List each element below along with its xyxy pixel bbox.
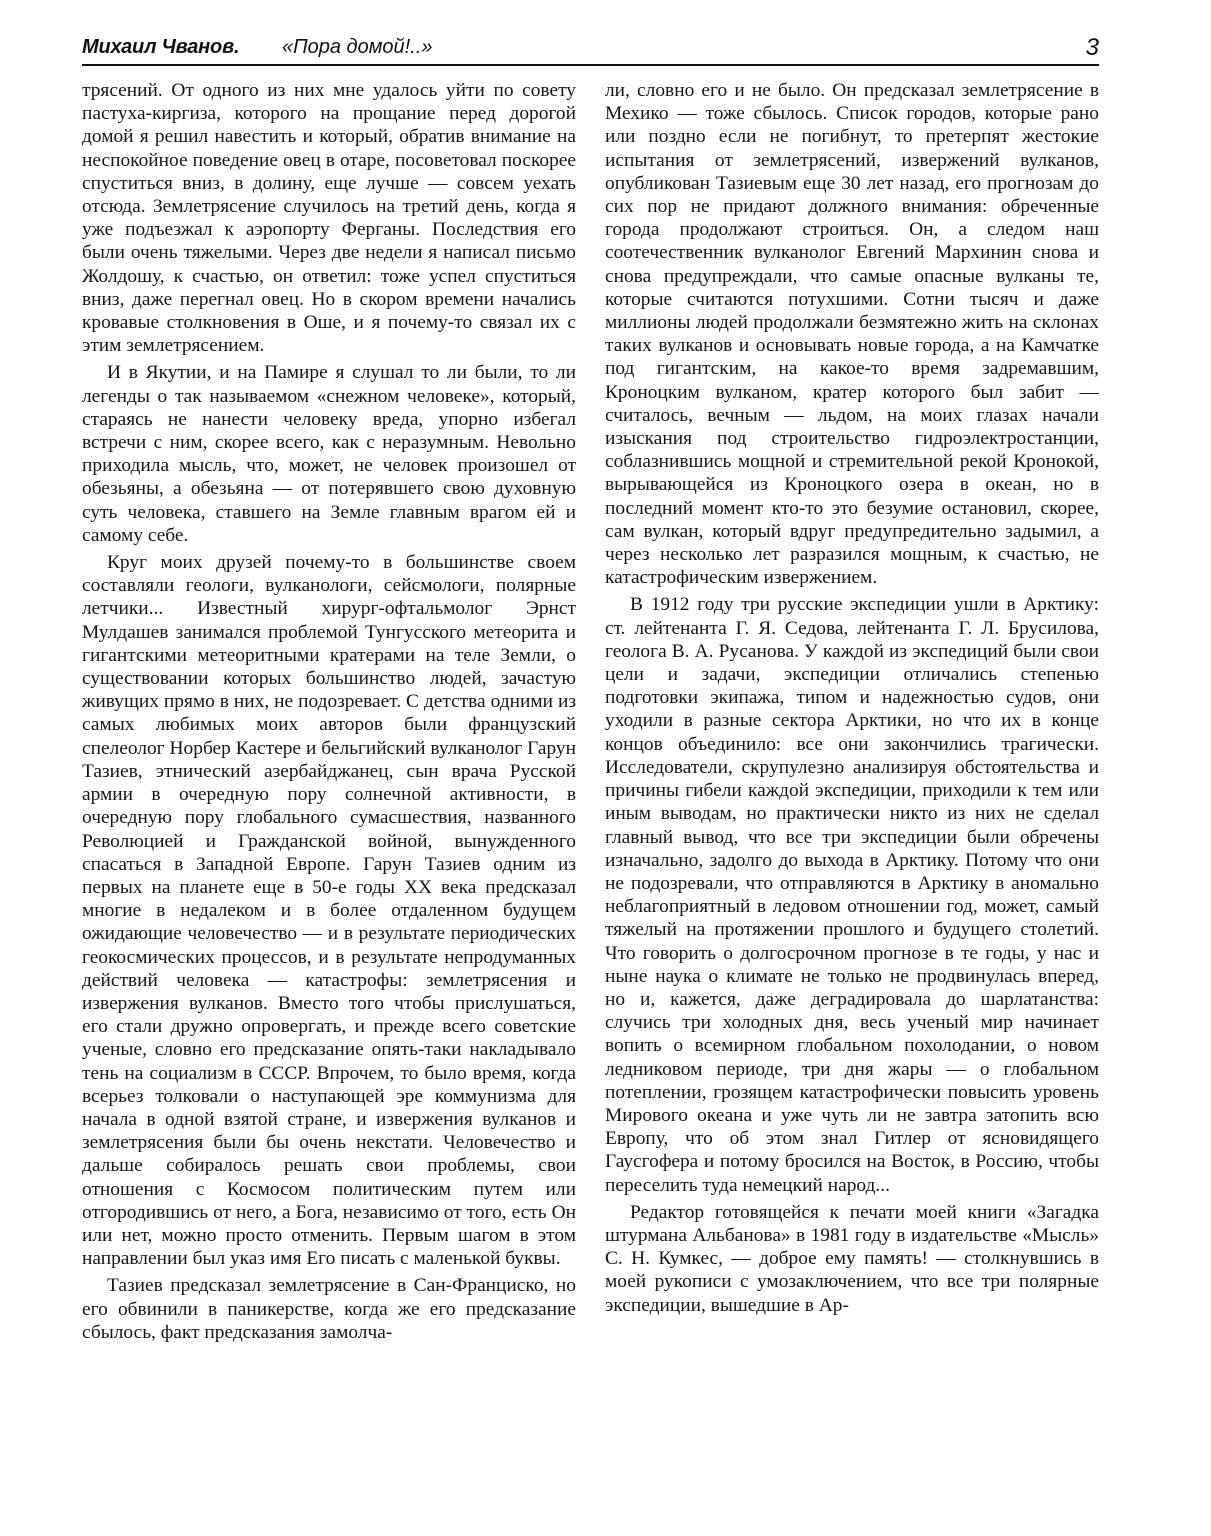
right-column (605, 79, 1099, 1321)
paragraph: трясений. От одного из них мне удалось уйти по совету пастуха-киргиза, которого на прощание перед дорогой домой я решил навестить и который, обратив внимание на неспокойное поведение овец в отаре, посоветовал поскорее спуститься вниз, в долину, еще лучше — совсем уехать отсюда. Землетрясение случилось на третий день, когда я уже подъезжал к аэропорту Ферганы. Последствия его были очень тяжелыми. Через две недели я написал письмо Жолдошу, к счастью, он ответил: тоже успел спуститься вниз, даже перегнал овец. Но в скором времени начались кровавые столкновения в Оше, и я почему-то связал их с этим землетрясением. (82, 80, 576, 357)
header-author: Михаил Чванов. (82, 36, 240, 58)
left-column (82, 79, 576, 1348)
paragraph: Редактор готовящейся к печати моей книги «Загадка штурмана Альбанова» в 1981 году в издательстве «Мысль» С. Н. Кумкес, — доброе ему память! — столкнувшись в моей рукописи с умозаключением, что все три полярные экспедиции, вышедшие в Ар- (605, 1201, 1099, 1316)
paragraph: Тазиев предсказал землетрясение в Сан-Франциско, но его обвинили в паникерстве, когда же его предсказание сбылось, факт предсказания замолча- (82, 1275, 576, 1343)
running-header (82, 34, 1099, 66)
header-title: «Пора домой!..» (282, 36, 433, 58)
paragraph: ли, словно его и не было. Он предсказал землетрясение в Мехико — тоже сбылось. Список городов, которые рано или поздно если не погибнут, то претерпят жестокие испытания от землетрясений, извержений вулканов, опубликован Тазиевым еще 30 лет назад, его прогнозам до сих пор не придают должного внимания: обреченные города продолжают строиться. Он, а следом наш соотечественник вулканолог Евгений Мархинин снова и снова предупреждали, что самые опасные вулканы те, которые считаются потухшими. Сотни тысяч и даже миллионы людей продолжали безмятежно жить на склонах таких вулканов и основывать новые города, а на Камчатке под гигантским, на какое-то время задремавшим, Кроноцким вулканом, кратер которого был забит — считалось, вечным — льдом, на моих глазах начали изыскания под строительство гидроэлектростанции, соблазнившись мощной и стремительной рекой Кронокой, вырывающейся из Кроноцкого озера в океан, но в последний момент кто-то это безумие остановил, скорее, сам вулкан, который вдруг предупредительно задымил, а через несколько лет разразился мощным, к счастью, не катастрофическим извержением. (605, 80, 1099, 589)
paragraph: И в Якутии, и на Памире я слушал то ли были, то ли легенды о так называемом «снежном человеке», который, стараясь не нанести человеку вреда, упорно избегал встречи с ним, скорее всего, как с неразумным. Невольно приходила мысль, что, может, не человек произошел от обезьяны, а обезьяна — от потерявшего свою духовную суть человека, ставшего на Земле главным врагом ей и самому себе. (82, 362, 576, 546)
paragraph: Круг моих друзей почему-то в большинстве своем составляли геологи, вулканологи, сейсмологи, полярные летчики... Известный хирург-офтальмолог Эрнст Мулдашев занимался проблемой Тунгусского метеорита и гигантскими метеоритными кратерами на теле Земли, о существовании которых большинство людей, зачастую живущих прямо в них, не подозревает. С детства одними из самых любимых моих авторов были французский спелеолог Норбер Кастере и бельгийский вулканолог Гарун Тазиев, этнический азербайджанец, сын врача Русской армии в очередную пору солнечной активности, в очередную пору глобального сумасшествия, названного Революцией и Гражданской войной, вынужденного спасаться в Западной Европе. Гарун Тазиев одним из первых на планете еще в 50-е годы XX века предсказал многие в недалеком и в более отдаленном будущем ожидающие человечество — и в результате периодических геокосмических процессов, и в результате непродуманных действий человека — катастрофы: землетрясения и извержения вулканов. Вместо того чтобы прислушаться, его стали дружно опровергать, и прежде всего советские ученые, словно его предсказание опять-таки накладывало тень на социализм в СССР. Впрочем, то было время, когда всерьез толковали о наступающей эре коммунизма для начала в одной взятой стране, и извержения вулканов и землетрясения были бы очень некстати. Человечество и дальше собиралось решать свои проблемы, свои отношения с Космосом политическим путем или отгородившись от него, а Бога, независимо от того, есть Он или нет, можно просто отменить. Первым шагом в этом направлении был указ имя Его писать с маленькой буквы. (82, 552, 576, 1270)
page-number: 3 (1085, 34, 1099, 61)
paragraph: В 1912 году три русские экспедиции ушли в Арктику: ст. лейтенанта Г. Я. Седова, лейтенанта Г. Л. Брусилова, геолога В. А. Русанова. У каждой из экспедиций были свои цели и задачи, экспедиции отличались степенью подготовки экипажа, типом и надежностью судов, они уходили в разные сектора Арктики, но что их в конце концов объединило: все они закончились трагически. Исследователи, скрупулезно анализируя обстоятельства и причины гибели каждой экспедиции, приходили к тем или иным выводам, но практически никто из них не сделал главный вывод, что все три экспедиции были обречены изначально, задолго до выхода в Арктику. Потому что они не подозревали, что отправляются в Арктику в аномально неблагоприятный в ледовом отношении год, может, самый тяжелый на протяжении прошлого и будущего столетий. Что говорить о долгосрочном прогнозе в те годы, у нас и ныне наука о климате не только не продвинулась вперед, но и, кажется, даже деградировала до шарлатанства: случись три холодных дня, весь ученый мир начинает вопить о всемирном глобальном похолодании, о новом ледниковом периоде, три дня жары — о глобальном потеплении, грозящем катастрофически повысить уровень Мирового океана и уже чуть ли не завтра затопить всю Европу, что об этом знал Гитлер от ясновидящего Гаусгофера и потому бросился на Восток, в Россию, чтобы переселить туда немецкий народ... (605, 594, 1099, 1196)
